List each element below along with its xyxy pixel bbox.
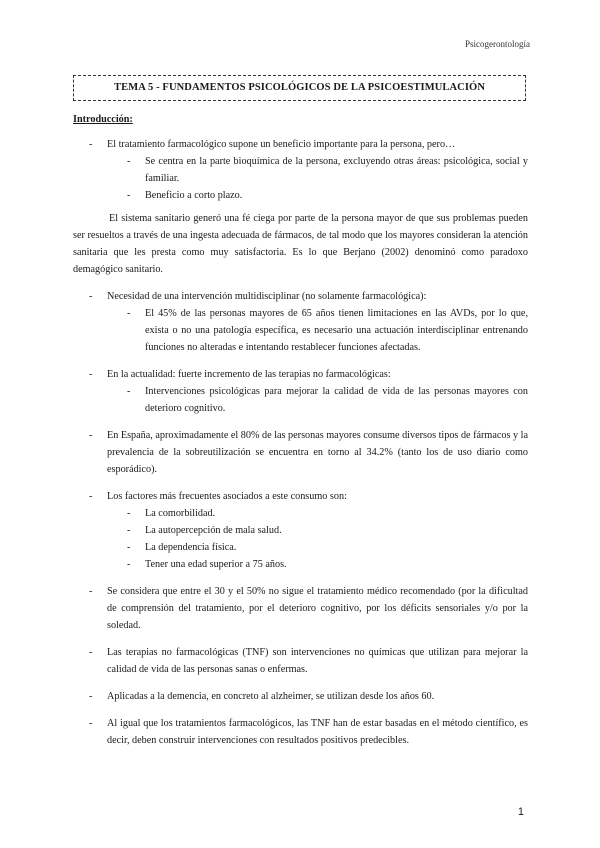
page-number: 1 — [517, 806, 524, 818]
bullet-dash: - — [89, 691, 93, 702]
sub-bullet-item — [73, 505, 528, 522]
bullet-dash: - — [127, 525, 131, 536]
bullet-text: Se considera que entre el 30 y el 50% no sigue el tratamiento médico recomendado (por la dificultad de comprensión del tratamiento, por el deterioro cognitivo, por los déficits sensoriales y/o por la soledad. — [107, 586, 528, 631]
bullet-item — [73, 427, 528, 478]
bullet-item — [73, 644, 528, 678]
sub-bullet-item — [73, 539, 528, 556]
page-title: TEMA 5 - FUNDAMENTOS PSICOLÓGICOS DE LA PSICOESTIMULACIÓN — [73, 75, 526, 101]
sub-bullet-item — [73, 187, 528, 204]
intro-heading: Introducción: — [73, 114, 133, 125]
bullet-dash: - — [89, 586, 93, 597]
sub-bullet-item — [73, 383, 528, 417]
bullet-dash: - — [127, 559, 131, 570]
bullet-item — [73, 366, 528, 383]
bullet-text: El tratamiento farmacológico supone un beneficio importante para la persona, pero… — [107, 139, 456, 150]
bullet-text: Las terapias no farmacológicas (TNF) son intervenciones no químicas que utilizan para mejorar la calidad de vida de las personas sanas o enfermas. — [107, 647, 528, 675]
sub-bullet-text: Tener una edad superior a 75 años. — [145, 559, 287, 570]
bullet-dash: - — [127, 156, 131, 167]
bullet-item — [73, 583, 528, 634]
bullet-dash: - — [89, 369, 93, 380]
bullet-text: En España, aproximadamente el 80% de las personas mayores consume diversos tipos de fármacos y la prevalencia de la sobreutilización se encuentra en torno al 34.2% (tanto los de uso diario como esporádico). — [107, 430, 528, 475]
bullet-dash: - — [89, 718, 93, 729]
sub-bullet-item — [73, 153, 528, 187]
bullet-item — [73, 136, 528, 153]
bullet-item — [73, 488, 528, 505]
bullet-text: Los factores más frecuentes asociados a este consumo son: — [107, 491, 347, 502]
bullet-dash: - — [127, 386, 131, 397]
running-header: Psicogerontología — [465, 39, 530, 49]
bullet-dash: - — [127, 190, 131, 201]
bullet-dash: - — [127, 508, 131, 519]
sub-bullet-text: Intervenciones psicológicas para mejorar la calidad de vida de las personas mayores con deterioro cognitivo. — [145, 386, 528, 414]
bullet-dash: - — [89, 291, 93, 302]
sub-bullet-text: La dependencia física. — [145, 542, 237, 553]
bullet-dash: - — [89, 430, 93, 441]
bullet-item — [73, 288, 528, 305]
sub-bullet-item — [73, 305, 528, 356]
sub-bullet-text: Se centra en la parte bioquímica de la persona, excluyendo otras áreas: psicológica, social y familiar. — [145, 156, 528, 184]
bullet-dash: - — [89, 139, 93, 150]
bullet-text: En la actualidad: fuerte incremento de las terapias no farmacológicas: — [107, 369, 391, 380]
sub-bullet-text: Beneficio a corto plazo. — [145, 190, 243, 201]
sub-bullet-item — [73, 556, 528, 573]
bullet-item — [73, 688, 528, 705]
sub-bullet-text: El 45% de las personas mayores de 65 años tienen limitaciones en las AVDs, por lo que, exista o no una patología específica, es necesario una actuación interdisciplinar entrenando funciones no alteradas e intentando restablecer funciones afectadas. — [145, 308, 528, 353]
paragraph: El sistema sanitario generó una fé ciega por parte de la persona mayor de que sus problemas pueden ser resueltos a través de una ingesta adecuada de fármacos, de tal modo que los mayores consideran la atención sanitaria que les presta como muy satisfactoria. Es lo que Berjano (2002) denominó como paradoxo demagógico sanitario. — [73, 213, 528, 275]
bullet-item — [73, 715, 528, 749]
bullet-dash: - — [89, 647, 93, 658]
bullet-text: Necesidad de una intervención multidisciplinar (no solamente farmacológica): — [107, 291, 427, 302]
sub-bullet-text: La comorbilidad. — [145, 508, 216, 519]
bullet-text: Aplicadas a la demencia, en concreto al alzheimer, se utilizan desde los años 60. — [107, 691, 435, 702]
bullet-text: Al igual que los tratamientos farmacológicos, las TNF han de estar basadas en el método científico, es decir, deben construir intervenciones con resultados positivos predecibles. — [107, 718, 528, 746]
bullet-dash: - — [89, 491, 93, 502]
sub-bullet-text: La autopercepción de mala salud. — [145, 525, 282, 536]
bullet-dash: - — [127, 308, 131, 319]
document-body — [73, 111, 528, 749]
bullet-dash: - — [127, 542, 131, 553]
sub-bullet-item — [73, 522, 528, 539]
